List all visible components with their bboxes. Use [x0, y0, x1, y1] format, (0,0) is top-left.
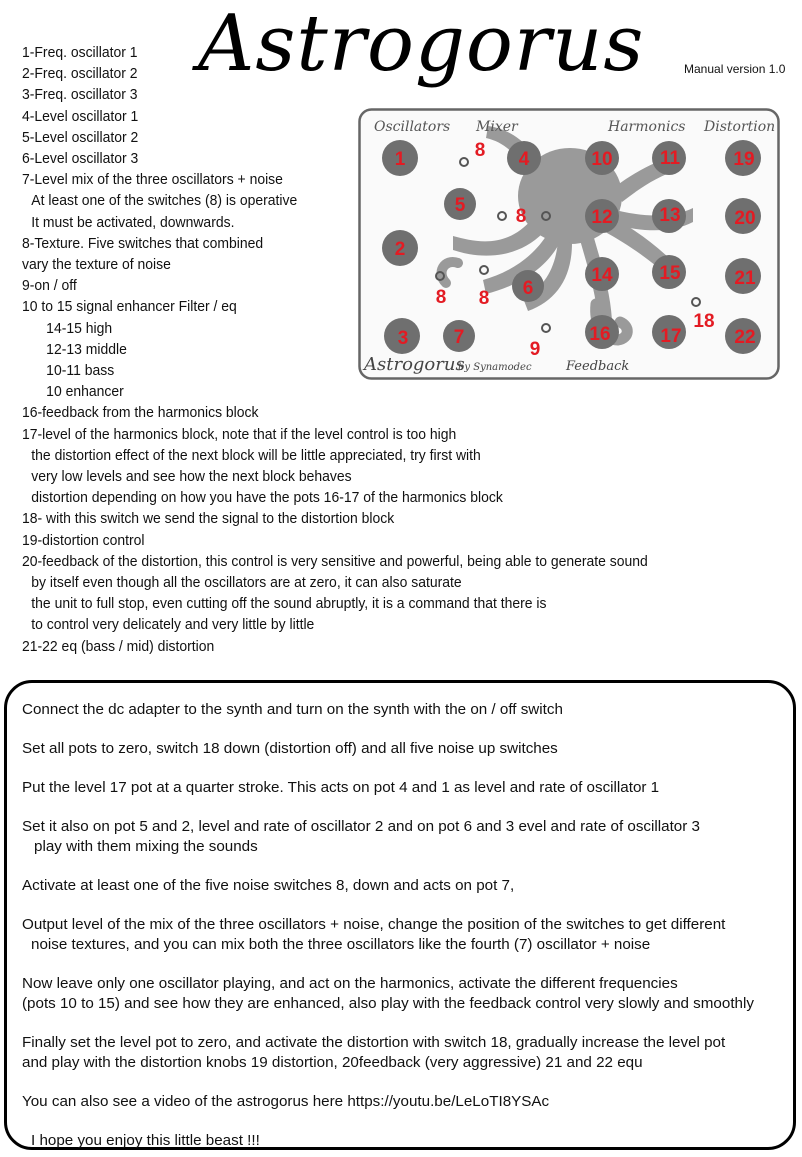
control-number: 8: [435, 287, 447, 308]
instruction-step: You can also see a video of the astrogorus here https://youtu.be/LeLoTI8YSAc: [22, 1093, 550, 1110]
control-number: 4: [518, 149, 530, 170]
instruction-step: Activate at least one of the five noise switches 8, down and acts on pot 7,: [22, 877, 515, 894]
instructions-list: [22, 700, 797, 1151]
legend-item: by itself even though all the oscillators are at zero, it can also saturate: [31, 574, 462, 592]
instruction-step: play with them mixing the sounds: [34, 838, 258, 855]
control-number: 21: [734, 268, 756, 289]
control-number: 12: [591, 207, 613, 228]
legend-item: to control very delicately and very little by little: [31, 616, 315, 634]
control-number: 16: [589, 324, 611, 345]
instruction-step: Put the level 17 pot at a quarter stroke. This acts on pot 4 and 1 as level and rate of oscillator 1: [22, 779, 660, 796]
legend-item: At least one of the switches (8) is operative: [31, 192, 298, 210]
legend-item: It must be activated, downwards.: [31, 213, 235, 231]
panel-feedback-label: Feedback: [566, 359, 630, 374]
legend-item: 1-Freq. oscillator 1: [22, 44, 138, 61]
legend-item: 3-Freq. oscillator 3: [22, 86, 138, 104]
instruction-step: Now leave only one oscillator playing, and act on the harmonics, activate the different frequencies: [22, 975, 678, 992]
legend-item: 4-Level oscillator 1: [22, 107, 139, 125]
legend-item: the distortion effect of the next block will be little appreciated, try first with: [31, 446, 481, 464]
legend-item: 10 to 15 signal enhancer Filter / eq: [22, 298, 237, 316]
control-number: 13: [659, 205, 681, 226]
legend-item: 14-15 high: [46, 319, 113, 337]
control-number: 19: [733, 149, 755, 170]
panel-brand: Astrogorus: [364, 354, 465, 375]
instruction-step: (pots 10 to 15) and see how they are enhanced, also play with the feedback control very slowly and smoothly: [22, 995, 754, 1012]
synth-panel-diagram: [358, 108, 780, 380]
control-number: 6: [522, 278, 534, 299]
legend-item: 10 enhancer: [46, 383, 124, 401]
control-number: 22: [734, 327, 756, 348]
instruction-step: Connect the dc adapter to the synth and turn on the synth with the on / off switch: [22, 701, 563, 718]
control-number: 3: [397, 328, 409, 349]
instruction-step: I hope you enjoy this little beast !!!: [31, 1132, 260, 1149]
control-number: 11: [659, 148, 681, 169]
legend-item: 5-Level oscillator 2: [22, 128, 139, 146]
control-number: 20: [734, 208, 756, 229]
instruction-step: Finally set the level pot to zero, and activate the distortion with switch 18, gradually increase the level pot: [22, 1034, 726, 1051]
instruction-step: Output level of the mix of the three oscillators + noise, change the position of the switches to get different: [22, 916, 726, 933]
legend-item: distortion depending on how you have the pots 16-17 of the harmonics block: [31, 489, 503, 507]
legend-item: 21-22 eq (bass / mid) distortion: [22, 637, 215, 655]
control-number: 5: [454, 195, 466, 216]
legend-item: the unit to full stop, even cutting off the sound abruptly, it is a command that there is: [31, 595, 547, 613]
legend-item: 20-feedback of the distortion, this control is very sensitive and powerful, being able to generate sound: [22, 552, 648, 570]
legend-item: 16-feedback from the harmonics block: [22, 404, 259, 422]
legend-item: 7-Level mix of the three oscillators + noise: [22, 171, 283, 189]
legend-item: very low levels and see how the next block behaves: [31, 468, 352, 486]
control-number: 8: [515, 206, 527, 227]
control-number: 2: [394, 239, 406, 260]
control-number: 14: [591, 265, 613, 286]
legend-item: 2-Freq. oscillator 2: [22, 65, 138, 83]
section-label: Mixer: [476, 119, 518, 135]
control-number: 17: [660, 326, 682, 347]
legend-item: 12-13 middle: [46, 340, 127, 358]
legend-item: 19-distortion control: [22, 531, 145, 549]
legend-item: 10-11 bass: [46, 362, 115, 380]
control-number: 7: [453, 327, 465, 348]
control-number: 8: [478, 288, 490, 309]
instruction-step: noise textures, and you can mix both the three oscillators like the fourth (7) oscillator + noise: [31, 936, 651, 953]
instruction-step: Set it also on pot 5 and 2, level and rate of oscillator 2 and on pot 6 and 3 evel and rate of oscillator 3: [22, 818, 700, 835]
legend-item: vary the texture of noise: [22, 256, 171, 274]
control-number: 1: [394, 149, 406, 170]
legend-item: 9-on / off: [22, 277, 77, 295]
legend-item: 6-Level oscillator 3: [22, 150, 139, 168]
legend-item: 17-level of the harmonics block, note that if the level control is too high: [22, 425, 457, 443]
instruction-step: and play with the distortion knobs 19 distortion, 20feedback (very aggressive) 21 and 22 equ: [22, 1054, 643, 1071]
control-number: 8: [474, 140, 486, 161]
manual-title: Astrogorus: [198, 0, 645, 89]
legend-item: 18- with this switch we send the signal to the distortion block: [22, 510, 395, 528]
section-label: Distortion: [704, 119, 776, 135]
manual-version: Manual version 1.0: [684, 62, 786, 76]
control-number: 15: [659, 263, 681, 284]
control-number: 9: [529, 339, 541, 360]
control-number: 10: [591, 149, 613, 170]
control-number: 18: [693, 311, 715, 332]
legend-item: 8-Texture. Five switches that combined: [22, 234, 264, 252]
section-label: Harmonics: [608, 119, 686, 135]
section-label: Oscillators: [374, 119, 451, 135]
instruction-step: Set all pots to zero, switch 18 down (distortion off) and all five noise up switches: [22, 740, 558, 757]
panel-brand-by: by Synamodec: [458, 362, 532, 373]
